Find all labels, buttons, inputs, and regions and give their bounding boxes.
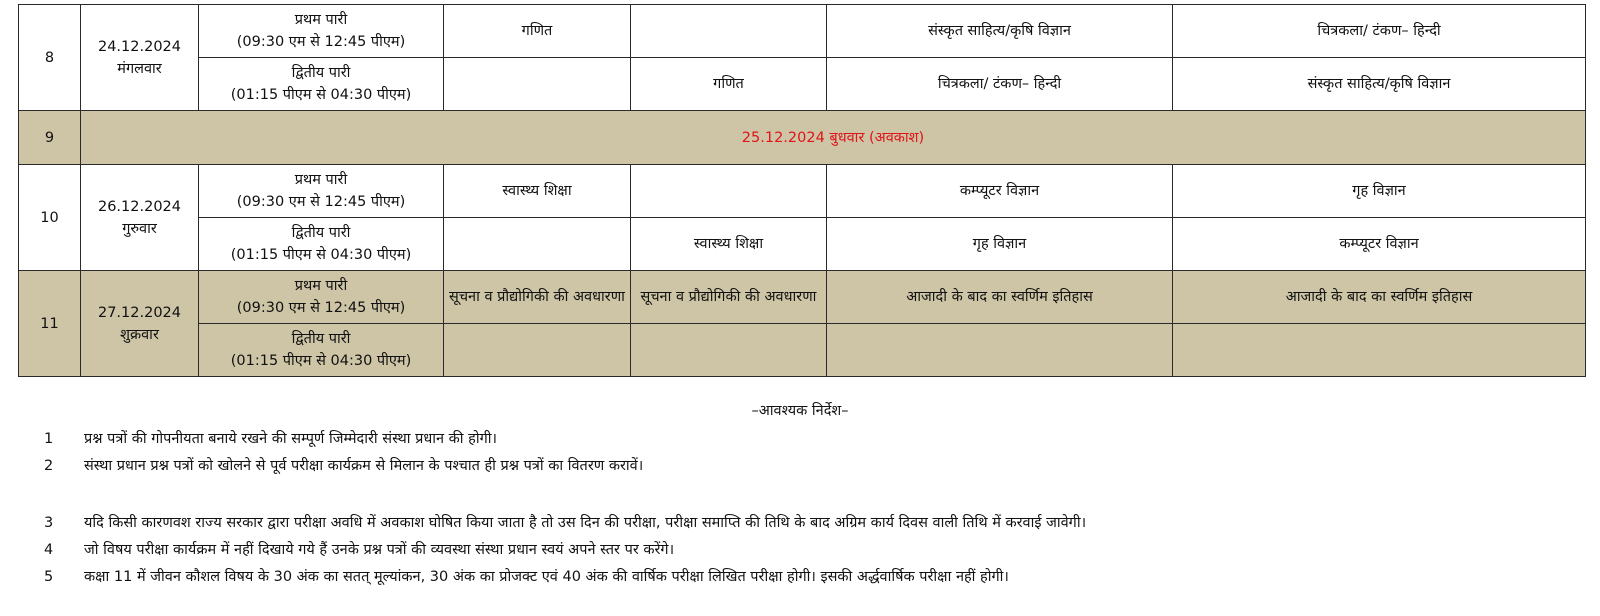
instruction-item bbox=[44, 512, 1086, 532]
instruction-text: यदि किसी कारणवश राज्य सरकार द्वारा परीक्षा अवधि में अवकाश घोषित किया जाता है तो उस दिन की परीक्षा, परीक्षा समाप्ति की तिथि के बाद अग्रिम कार्य दिवस वाली तिथि में करवाई जावेगी। bbox=[84, 515, 1087, 531]
subject-cell bbox=[631, 5, 827, 58]
subject-cell: स्वास्थ्य शिक्षा bbox=[631, 218, 827, 271]
shift-cell bbox=[199, 5, 444, 58]
shift-name: प्रथम पारी bbox=[294, 12, 348, 28]
instruction-item bbox=[44, 455, 643, 475]
shift-name: द्वितीय पारी bbox=[291, 65, 351, 81]
shift-time: (01:15 पीएम से 04:30 पीएम) bbox=[230, 87, 412, 103]
weekday: मंगलवार bbox=[117, 60, 162, 77]
instruction-number: 4 bbox=[44, 542, 54, 558]
subject-cell: चित्रकला/ टंकण– हिन्दी bbox=[827, 58, 1173, 111]
subject-cell: गणित bbox=[631, 58, 827, 111]
shift-time: (01:15 पीएम से 04:30 पीएम) bbox=[230, 247, 412, 263]
subject-cell bbox=[444, 218, 631, 271]
instruction-number: 3 bbox=[44, 515, 54, 531]
weekday: शुक्रवार bbox=[120, 326, 159, 343]
instruction-number: 5 bbox=[44, 569, 54, 585]
date-cell bbox=[81, 165, 199, 271]
instruction-item bbox=[44, 428, 497, 448]
holiday-row bbox=[19, 111, 1586, 165]
table-row bbox=[19, 58, 1586, 111]
subject-cell bbox=[631, 324, 827, 377]
serial-number: 11 bbox=[19, 271, 81, 377]
instructions-title: –आवश्यक निर्देश– bbox=[751, 403, 849, 419]
table-row bbox=[19, 271, 1586, 324]
weekday: गुरुवार bbox=[122, 220, 157, 237]
serial-number: 9 bbox=[19, 111, 81, 165]
shift-time: (09:30 एम से 12:45 पीएम) bbox=[236, 300, 406, 316]
instruction-text: संस्था प्रधान प्रश्न पत्रों को खोलने से पूर्व परीक्षा कार्यक्रम से मिलान के पश्चात ही प्रश्न पत्रों का वितरण करावें। bbox=[84, 458, 644, 474]
exam-schedule-table bbox=[18, 4, 1586, 377]
subject-cell: संस्कृत साहित्य/कृषि विज्ञान bbox=[827, 5, 1173, 58]
date-cell bbox=[81, 5, 199, 111]
shift-cell bbox=[199, 218, 444, 271]
instruction-text: कक्षा 11 में जीवन कौशल विषय के 30 अंक का सतत् मूल्यांकन, 30 अंक का प्रोजक्ट एवं 40 अंक की वार्षिक परीक्षा लिखित परीक्षा होगी। इसकी अर्द्धवार्षिक परीक्षा नहीं होगी। bbox=[84, 569, 1009, 585]
subject-cell bbox=[1173, 324, 1586, 377]
subject-cell: स्वास्थ्य शिक्षा bbox=[444, 165, 631, 218]
holiday-text: 25.12.2024 बुधवार (अवकाश) bbox=[81, 111, 1586, 165]
subject-cell: आजादी के बाद का स्वर्णिम इतिहास bbox=[1173, 271, 1586, 324]
table-row bbox=[19, 5, 1586, 58]
instruction-text: प्रश्न पत्रों की गोपनीयता बनाये रखने की सम्पूर्ण जिम्मेदारी संस्था प्रधान की होगी। bbox=[84, 431, 498, 447]
subject-cell: कम्प्यूटर विज्ञान bbox=[1173, 218, 1586, 271]
shift-time: (01:15 पीएम से 04:30 पीएम) bbox=[230, 353, 412, 369]
shift-time: (09:30 एम से 12:45 पीएम) bbox=[236, 194, 406, 210]
table-row bbox=[19, 218, 1586, 271]
instruction-number: 1 bbox=[44, 431, 54, 447]
shift-cell bbox=[199, 58, 444, 111]
subject-cell: चित्रकला/ टंकण– हिन्दी bbox=[1173, 5, 1586, 58]
date: 27.12.2024 bbox=[97, 304, 182, 321]
instruction-text: जो विषय परीक्षा कार्यक्रम में नहीं दिखाये गये हैं उनके प्रश्न पत्रों की व्यवस्था संस्था प्रधान स्वयं अपने स्तर पर करेंगे। bbox=[84, 542, 675, 558]
shift-time: (09:30 एम से 12:45 पीएम) bbox=[236, 34, 406, 50]
instruction-item bbox=[44, 566, 1009, 586]
subject-cell: आजादी के बाद का स्वर्णिम इतिहास bbox=[827, 271, 1173, 324]
date: 26.12.2024 bbox=[97, 198, 182, 215]
shift-name: द्वितीय पारी bbox=[291, 331, 351, 347]
instruction-item bbox=[44, 539, 674, 559]
shift-cell bbox=[199, 324, 444, 377]
subject-cell: गृह विज्ञान bbox=[827, 218, 1173, 271]
subject-cell: सूचना व प्रौद्योगिकी की अवधारणा bbox=[444, 271, 631, 324]
subject-cell: संस्कृत साहित्य/कृषि विज्ञान bbox=[1173, 58, 1586, 111]
subject-cell: गणित bbox=[444, 5, 631, 58]
table-row bbox=[19, 324, 1586, 377]
shift-cell bbox=[199, 271, 444, 324]
subject-cell bbox=[827, 324, 1173, 377]
subject-cell: सूचना व प्रौद्योगिकी की अवधारणा bbox=[631, 271, 827, 324]
date-cell bbox=[81, 271, 199, 377]
shift-name: प्रथम पारी bbox=[294, 172, 348, 188]
subject-cell bbox=[444, 324, 631, 377]
subject-cell bbox=[444, 58, 631, 111]
subject-cell: कम्प्यूटर विज्ञान bbox=[827, 165, 1173, 218]
serial-number: 10 bbox=[19, 165, 81, 271]
serial-number: 8 bbox=[19, 5, 81, 111]
subject-cell bbox=[631, 165, 827, 218]
shift-name: द्वितीय पारी bbox=[291, 225, 351, 241]
shift-cell bbox=[199, 165, 444, 218]
table-row bbox=[19, 165, 1586, 218]
instruction-number: 2 bbox=[44, 458, 54, 474]
shift-name: प्रथम पारी bbox=[294, 278, 348, 294]
date: 24.12.2024 bbox=[97, 38, 182, 55]
subject-cell: गृह विज्ञान bbox=[1173, 165, 1586, 218]
